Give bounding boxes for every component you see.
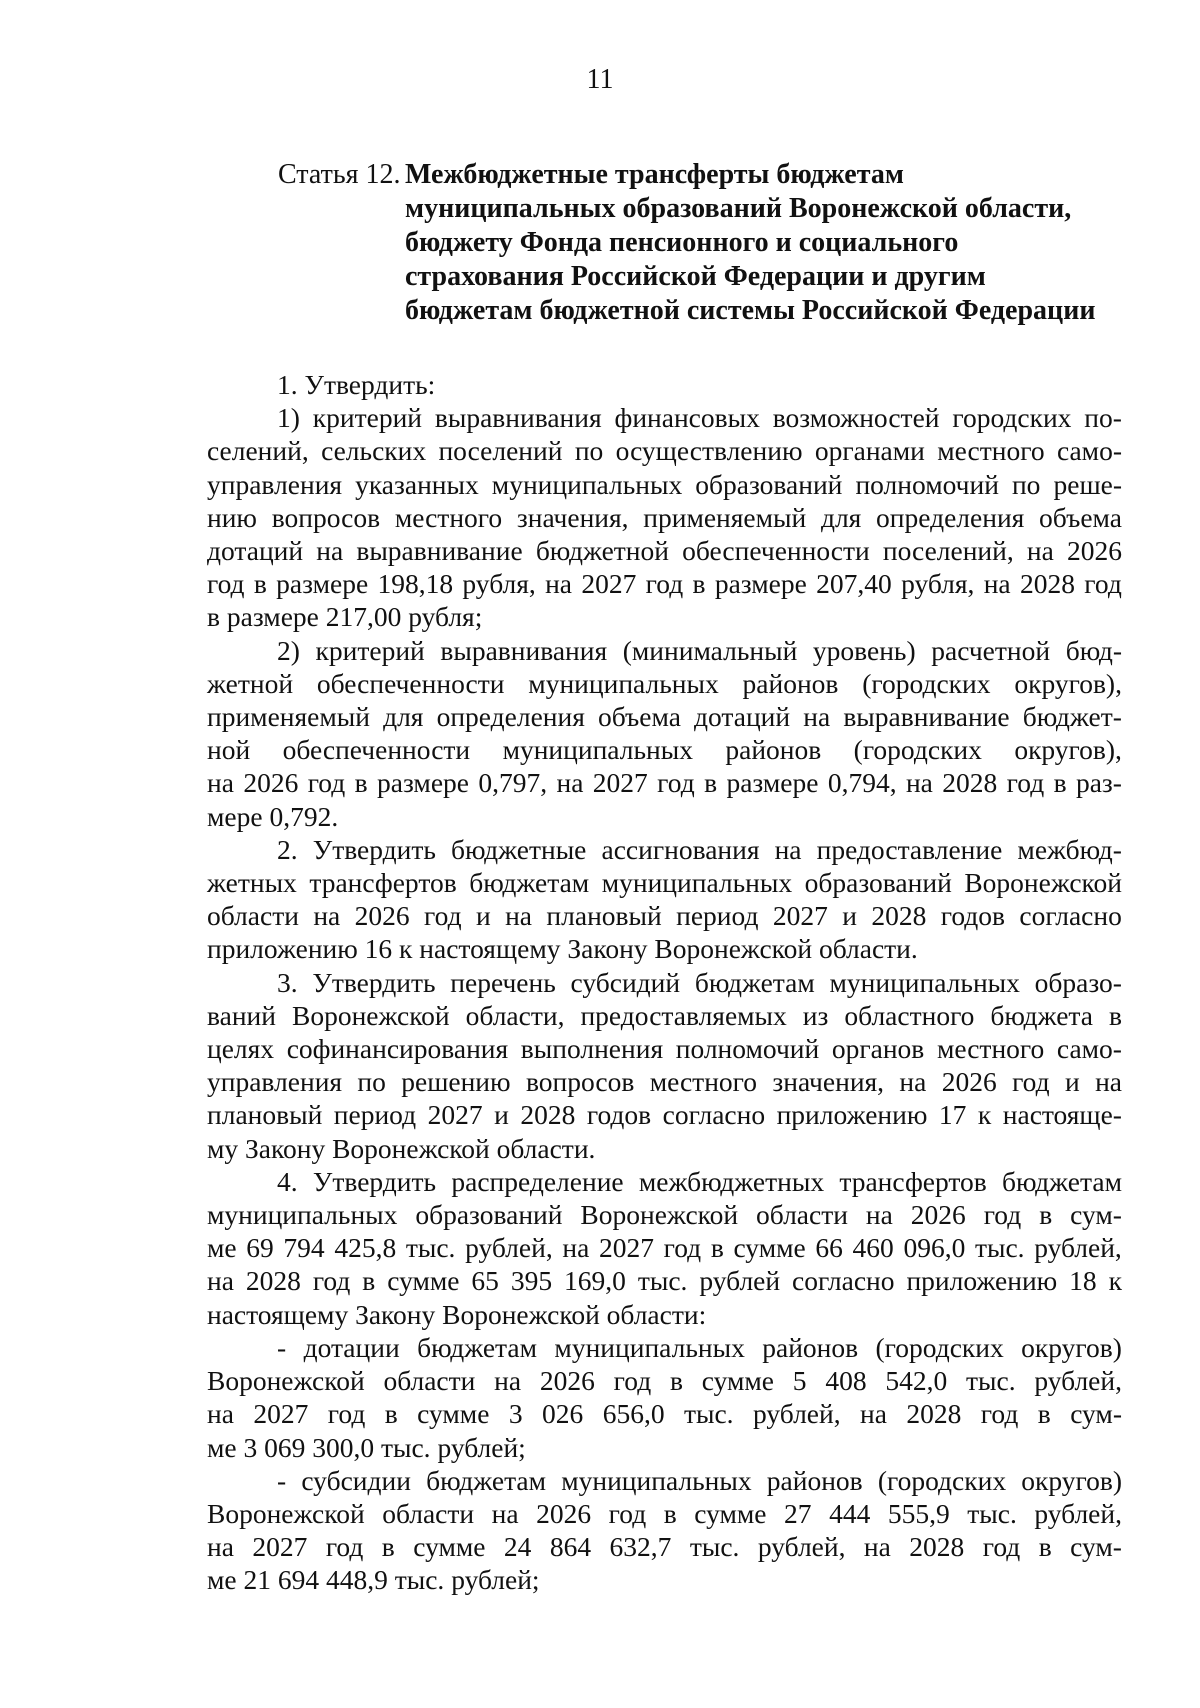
text-line: управления по решению вопросов местного значения, на 2026 год и на: [207, 1066, 1122, 1098]
text-line: применяемый для определения объема дотаций на выравнивание бюджет-: [207, 701, 1122, 733]
text-line: 1. Утвердить:: [277, 369, 436, 400]
article-title: [405, 158, 1125, 328]
text-line: - дотации бюджетам муниципальных районов (городских округов): [277, 1331, 1122, 1363]
text-line: год в размере 198,18 рубля, на 2027 год в размере 207,40 рубля, на 2028 год: [207, 568, 1122, 600]
text-line: Воронежской области на 2026 год в сумме 5 408 542,0 тыс. рублей,: [207, 1365, 1122, 1397]
text-line: 2. Утвердить бюджетные ассигнования на предоставление межбюд-: [277, 833, 1122, 865]
text-line: Воронежской области на 2026 год в сумме 27 444 555,9 тыс. рублей,: [207, 1497, 1122, 1529]
paragraph: [207, 1464, 1122, 1597]
text-line: целях софинансирования выполнения полномочий органов местного само-: [207, 1033, 1122, 1065]
text-line: области на 2026 год и на плановый период 2027 и 2028 годов согласно: [207, 900, 1122, 932]
article-title-line: бюджету Фонда пенсионного и социального: [405, 227, 959, 258]
article-label: Статья 12.: [278, 159, 401, 190]
text-line: настоящему Закону Воронежской области:: [207, 1298, 707, 1330]
text-line: ме 69 794 425,8 тыс. рублей, на 2027 год в сумме 66 460 096,0 тыс. рублей,: [207, 1232, 1122, 1264]
text-line: ме 21 694 448,9 тыс. рублей;: [207, 1564, 540, 1596]
text-line: на 2028 год в сумме 65 395 169,0 тыс. рублей согласно приложению 18 к: [207, 1265, 1122, 1297]
text-line: 4. Утвердить распределение межбюджетных трансфертов бюджетам: [277, 1165, 1122, 1197]
paragraph: [207, 1331, 1122, 1464]
article-title-line: бюджетам бюджетной системы Российской Федерации: [405, 295, 1096, 326]
text-line: плановый период 2027 и 2028 годов согласно приложению 17 к настояще-: [207, 1099, 1122, 1131]
text-line: на 2026 год в размере 0,797, на 2027 год в размере 0,794, на 2028 год в раз-: [207, 767, 1122, 799]
text-line: жетных трансфертов бюджетам муниципальных образований Воронежской: [207, 867, 1122, 899]
paragraph: [207, 966, 1122, 1165]
text-line: ваний Воронежской области, предоставляемых из областного бюджета в: [207, 999, 1122, 1031]
paragraph: [207, 1165, 1122, 1331]
article-title-line: страхования Российской Федерации и другим: [405, 261, 986, 292]
paragraph: [207, 833, 1122, 966]
article-title-line: муниципальных образований Воронежской области,: [405, 193, 1072, 224]
article-title-line: Межбюджетные трансферты бюджетам: [405, 159, 904, 190]
text-line: дотаций на выравнивание бюджетной обеспеченности поселений, на 2026: [207, 535, 1122, 567]
text-line: 2) критерий выравнивания (минимальный уровень) расчетной бюд-: [277, 634, 1122, 666]
text-line: селений, сельских поселений по осуществлению органами местного само-: [207, 435, 1122, 467]
paragraph: [207, 368, 1122, 401]
paragraph: [207, 401, 1122, 633]
text-line: муниципальных образований Воронежской области на 2026 год в сум-: [207, 1199, 1122, 1231]
text-line: мере 0,792.: [207, 800, 339, 832]
text-line: на 2027 год в сумме 24 864 632,7 тыс. рублей, на 2028 год в сум-: [207, 1531, 1122, 1563]
text-line: нию вопросов местного значения, применяемый для определения объема: [207, 501, 1122, 533]
text-line: приложению 16 к настоящему Закону Воронежской области.: [207, 933, 918, 965]
paragraph: [207, 634, 1122, 833]
article-body: [207, 368, 1122, 1597]
page-number: 11: [586, 64, 614, 95]
text-line: ме 3 069 300,0 тыс. рублей;: [207, 1431, 526, 1463]
text-line: - субсидии бюджетам муниципальных районов (городских округов): [277, 1464, 1122, 1496]
text-line: му Закону Воронежской области.: [207, 1132, 596, 1164]
text-line: ной обеспеченности муниципальных районов (городских округов),: [207, 734, 1122, 766]
text-line: на 2027 год в сумме 3 026 656,0 тыс. рублей, на 2028 год в сум-: [207, 1398, 1122, 1430]
text-line: 1) критерий выравнивания финансовых возможностей городских по-: [277, 402, 1122, 434]
text-line: 3. Утвердить перечень субсидий бюджетам муниципальных образо-: [277, 966, 1122, 998]
text-line: управления указанных муниципальных образований полномочий по реше-: [207, 468, 1122, 500]
text-line: жетной обеспеченности муниципальных районов (городских округов),: [207, 667, 1122, 699]
text-line: в размере 217,00 рубля;: [207, 601, 483, 633]
